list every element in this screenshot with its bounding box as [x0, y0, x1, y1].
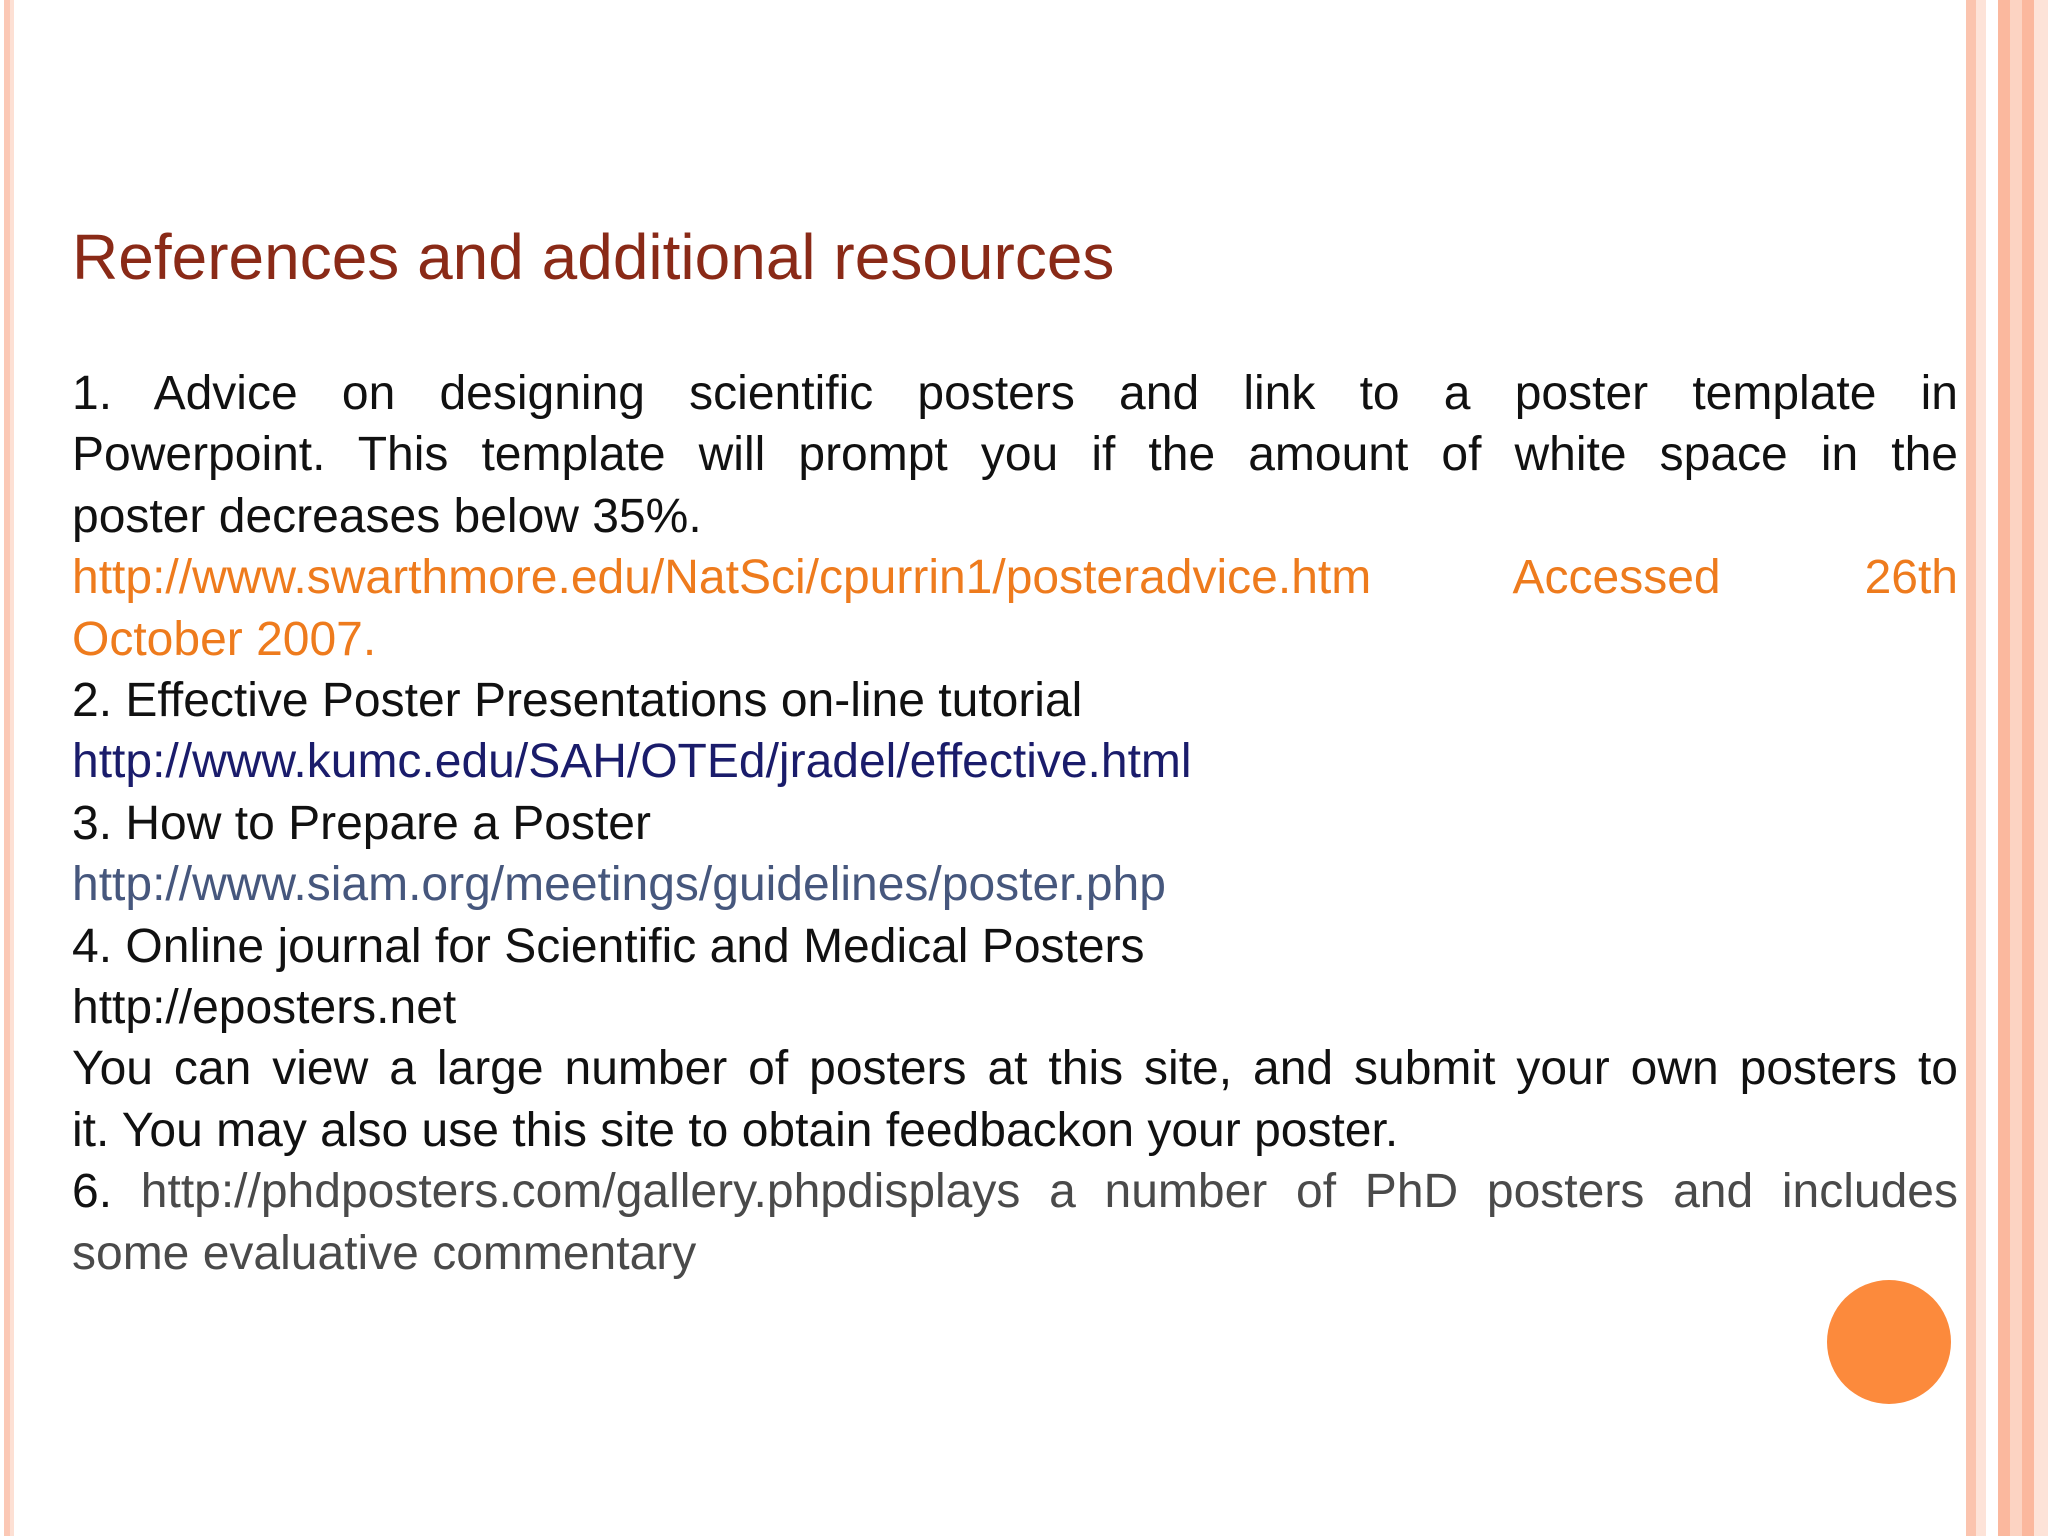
- item1-line1: 1. Advice on designing scientific posters and link to a poster template in: [72, 367, 1958, 420]
- orange-circle-decoration: [1827, 1280, 1951, 1404]
- slide-title: References and additional resources: [72, 221, 1115, 293]
- item2-heading: 2. Effective Poster Presentations on-line tutorial: [72, 674, 1083, 728]
- item6-number: 6.: [72, 1165, 141, 1219]
- references-list: [72, 363, 1958, 1284]
- item1-line2: Powerpoint. This template will prompt you if the amount of white space in the: [72, 428, 1958, 482]
- item4-heading: 4. Online journal for Scientific and Medical Posters: [72, 919, 1145, 973]
- item6-line2: some evaluative commentary: [72, 1226, 697, 1280]
- item6-line1: [72, 1161, 1958, 1222]
- right-decorative-border: [1958, 0, 2048, 1536]
- item4-link[interactable]: http://eposters.net: [72, 981, 457, 1035]
- left-decorative-stripe: [0, 0, 18, 1536]
- item3-heading: 3. How to Prepare a Poster: [72, 796, 651, 850]
- item3-link[interactable]: http://www.siam.org/meetings/guidelines/poster.php: [72, 858, 1166, 912]
- item1-line3: poster decreases below 35%.: [72, 489, 702, 543]
- item1-link[interactable]: http://www.swarthmore.edu/NatSci/cpurrin1/posteradvice.htm Accessed 26th: [72, 551, 1958, 605]
- item4-desc-line2: it. You may also use this site to obtain feedbackon your poster.: [72, 1103, 1399, 1157]
- item4-desc-line1: You can view a large number of posters at this site, and submit your own posters to: [72, 1042, 1958, 1096]
- item1-link-date: October 2007.: [72, 612, 377, 666]
- item6-link-text[interactable]: http://phdposters.com/gallery.phpdisplays a number of PhD posters and includes: [140, 1165, 1959, 1219]
- item2-link[interactable]: http://www.kumc.edu/SAH/OTEd/jradel/effective.html: [72, 735, 1192, 789]
